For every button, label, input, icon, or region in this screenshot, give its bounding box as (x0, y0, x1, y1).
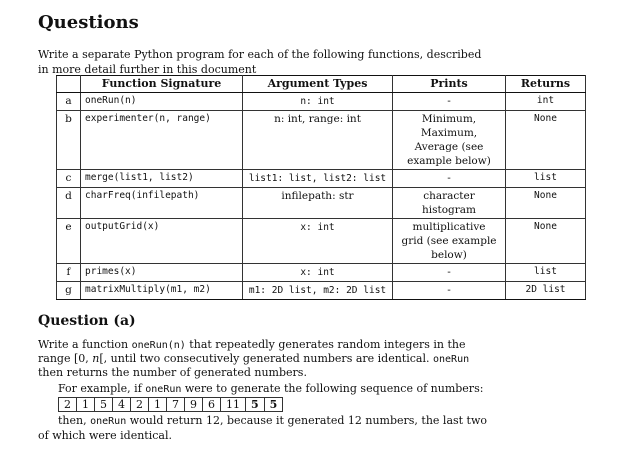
example-intro: For example, if oneRun were to generate the following sequence of numbers: (58, 382, 484, 395)
header-prints: Prints (393, 76, 506, 93)
return-type: None (506, 111, 586, 170)
header-argument-types: Argument Types (243, 76, 393, 93)
prints-line: Average (see (414, 141, 484, 153)
sequence-number: 9 (185, 398, 203, 412)
prints-cell (393, 282, 506, 300)
return-type: None (506, 219, 586, 264)
math-n: n (92, 352, 100, 365)
prints-line: multiplicative (412, 221, 486, 233)
function-signature: primes(x) (81, 264, 243, 282)
prints-line: character (423, 190, 475, 202)
code-oneRun: oneRun (90, 416, 127, 427)
more-detail-link[interactable]: more detail further in this document (52, 63, 257, 76)
argument-text: x: int (300, 222, 335, 233)
table-row (57, 111, 586, 170)
row-index: d (57, 188, 81, 219)
example-result: then, oneRun would return 12, because it generated 12 numbers, the last two (58, 414, 488, 427)
prints-cell (393, 219, 506, 264)
argument-types (243, 219, 393, 264)
row-index: b (57, 111, 81, 170)
table-row (57, 93, 586, 111)
example-result-2: of which were identical. (38, 429, 172, 442)
argument-types (243, 188, 393, 219)
row-index: a (57, 93, 81, 111)
header-signature: Function Signature (81, 76, 243, 93)
question-a-line-1: Write a function oneRun(n) that repeatedly generates random integers in the (38, 338, 466, 351)
prints-line: - (447, 95, 451, 107)
return-type: None (506, 188, 586, 219)
prints-line: example below) (407, 155, 491, 167)
sequence-number: 4 (113, 398, 131, 412)
code-oneRun: oneRun (145, 384, 182, 395)
function-signature: merge(list1, list2) (81, 170, 243, 188)
sequence-number: 5 (264, 398, 283, 412)
function-table (56, 75, 586, 300)
table-row (57, 219, 586, 264)
prints-cell (393, 170, 506, 188)
prints-line: below) (431, 249, 467, 261)
argument-text: m1: 2D list, m2: 2D list (248, 285, 387, 296)
table-row (57, 188, 586, 219)
header-index (57, 76, 81, 93)
function-signature: outputGrid(x) (81, 219, 243, 264)
page-title: Questions (38, 12, 139, 33)
question-a-line-3: then returns the number of generated numbers. (38, 366, 307, 379)
argument-text: infilepath: str (281, 190, 354, 202)
return-type: 2D list (506, 282, 586, 300)
row-index: f (57, 264, 81, 282)
number-sequence (58, 397, 283, 412)
sequence-number: 5 (246, 398, 265, 412)
sequence-number: 2 (131, 398, 149, 412)
prints-cell (393, 188, 506, 219)
row-index: c (57, 170, 81, 188)
prints-line: histogram (421, 204, 476, 216)
sequence-number: 11 (221, 398, 246, 412)
argument-text: n: int, range: int (274, 113, 361, 125)
function-signature: matrixMultiply(m1, m2) (81, 282, 243, 300)
prints-line: Minimum, (421, 113, 477, 125)
sequence-number: 5 (95, 398, 113, 412)
question-a-heading: Question (a) (38, 313, 136, 329)
return-type: int (506, 93, 586, 111)
function-signature: charFreq(infilepath) (81, 188, 243, 219)
prints-line: Maximum, (420, 127, 478, 139)
header-returns: Returns (506, 76, 586, 93)
intro-line-1: Write a separate Python program for each of the following functions, described (38, 48, 482, 61)
prints-line: - (447, 284, 451, 296)
row-index: g (57, 282, 81, 300)
intro-prefix: in (38, 63, 53, 76)
argument-text: x: int (300, 267, 335, 278)
code-oneRun: oneRun (432, 354, 470, 365)
table-row (57, 264, 586, 282)
table-row (57, 170, 586, 188)
row-index: e (57, 219, 81, 264)
sequence-number: 6 (203, 398, 221, 412)
question-a-line-2: range [0, n[, until two consecutively generated numbers are identical. oneRun (38, 352, 470, 365)
argument-types (243, 264, 393, 282)
table-row (57, 282, 586, 300)
prints-line: - (447, 172, 451, 184)
prints-line: - (447, 266, 451, 278)
argument-types (243, 170, 393, 188)
prints-cell (393, 111, 506, 170)
argument-text: n: int (300, 96, 335, 107)
prints-cell (393, 264, 506, 282)
prints-line: grid (see example (401, 235, 497, 247)
function-signature: oneRun(n) (81, 93, 243, 111)
sequence-row (59, 398, 283, 412)
sequence-number: 1 (77, 398, 95, 412)
function-signature: experimenter(n, range) (81, 111, 243, 170)
sequence-number: 2 (59, 398, 77, 412)
argument-types (243, 93, 393, 111)
return-type: list (506, 264, 586, 282)
return-type: list (506, 170, 586, 188)
prints-cell (393, 93, 506, 111)
code-oneRun-n: oneRun(n) (131, 340, 186, 351)
argument-types (243, 282, 393, 300)
table-header-row (57, 76, 586, 93)
sequence-number: 1 (149, 398, 167, 412)
argument-types (243, 111, 393, 170)
sequence-number: 7 (167, 398, 185, 412)
argument-text: list1: list, list2: list (248, 173, 387, 184)
